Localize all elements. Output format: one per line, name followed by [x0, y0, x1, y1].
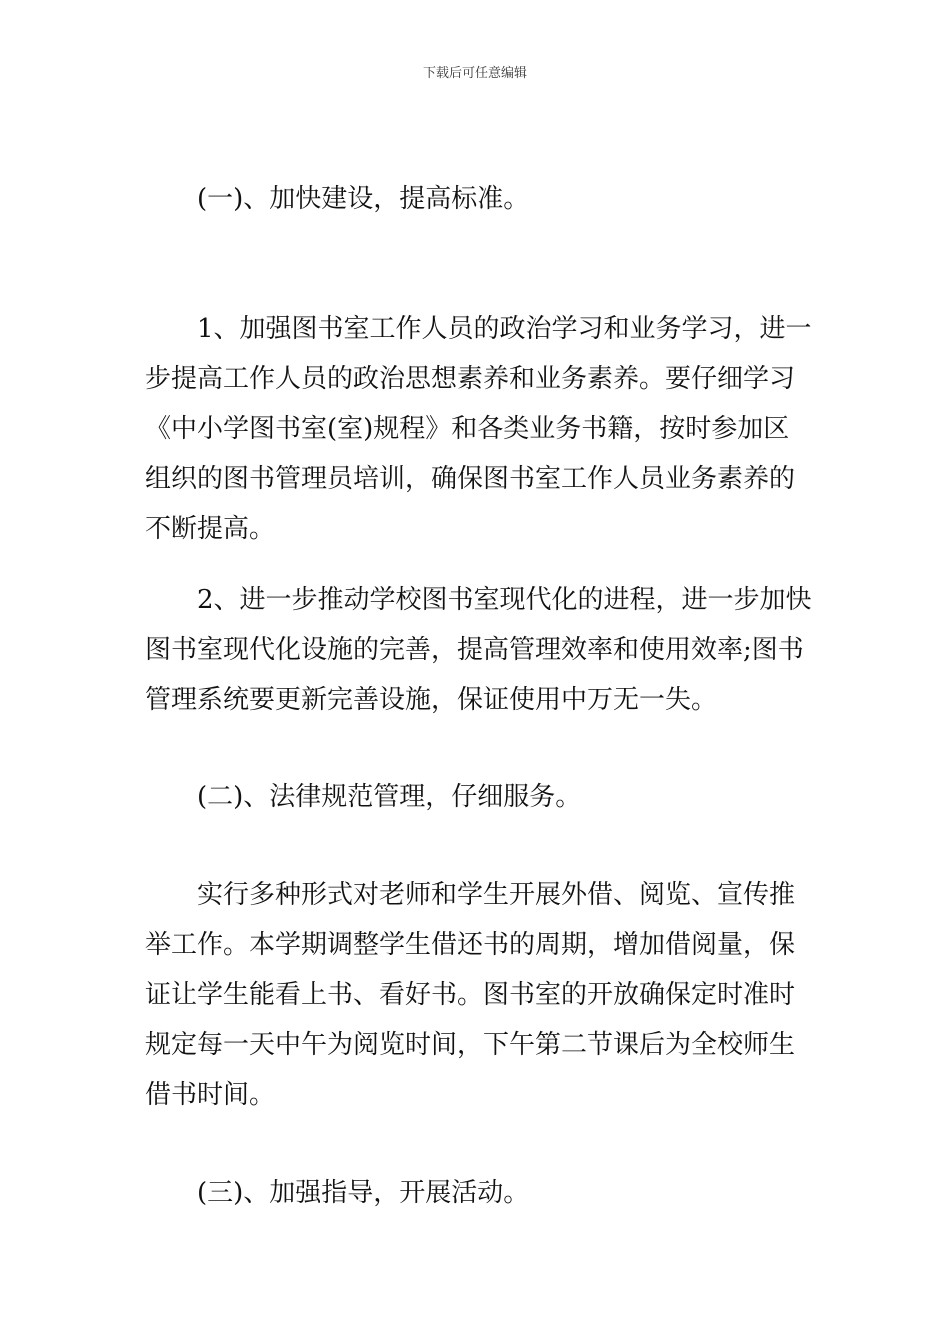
paragraph-1 — [145, 304, 810, 554]
paragraph-2-line-3: 管理系统要更新完善设施，保证使用中万无一失。 — [145, 685, 718, 715]
paragraph-2-line-2: 图书室现代化设施的完善，提高管理效率和使用效率;图书 — [145, 635, 804, 665]
section-heading-2-text: (二)、法律规范管理，仔细服务。 — [197, 782, 582, 812]
paragraph-1-line-2: 步提高工作人员的政治思想素养和业务素养。要仔细学习 — [145, 364, 796, 394]
section-heading-1-text: (一)、加快建设，提高标准。 — [197, 184, 530, 214]
paragraph-3-line-3: 证让学生能看上书、看好书。图书室的开放确保定时准时 — [145, 980, 796, 1010]
paragraph-3-line-2: 举工作。本学期调整学生借还书的周期，增加借阅量，保 — [145, 930, 796, 960]
paragraph-3-line-1: 实行多种形式对老师和学生开展外借、阅览、宣传推 — [197, 880, 796, 910]
page-header: 下载后可任意编辑 — [422, 66, 527, 81]
paragraph-3 — [145, 870, 810, 1120]
paragraph-1-line-4: 组织的图书管理员培训，确保图书室工作人员业务素养的 — [145, 464, 796, 494]
paragraph-1-line-5: 不断提高。 — [145, 514, 276, 544]
paragraph-2 — [145, 575, 810, 725]
paragraph-3-line-5: 借书时间。 — [145, 1080, 276, 1110]
section-heading-3-text: (三)、加强指导，开展活动。 — [197, 1178, 530, 1208]
paragraph-2-line-1: 2、进一步推动学校图书室现代化的进程，进一步加快 — [197, 585, 812, 615]
section-heading-1 — [145, 174, 810, 224]
section-heading-2 — [145, 772, 810, 822]
paragraph-3-line-4: 规定每一天中午为阅览时间，下午第二节课后为全校师生 — [145, 1030, 796, 1060]
section-heading-3 — [145, 1168, 810, 1218]
paragraph-1-line-3: 《中小学图书室(室)规程》和各类业务书籍，按时参加区 — [145, 414, 790, 444]
paragraph-1-line-1: 1、加强图书室工作人员的政治学习和业务学习，进一 — [197, 314, 812, 344]
